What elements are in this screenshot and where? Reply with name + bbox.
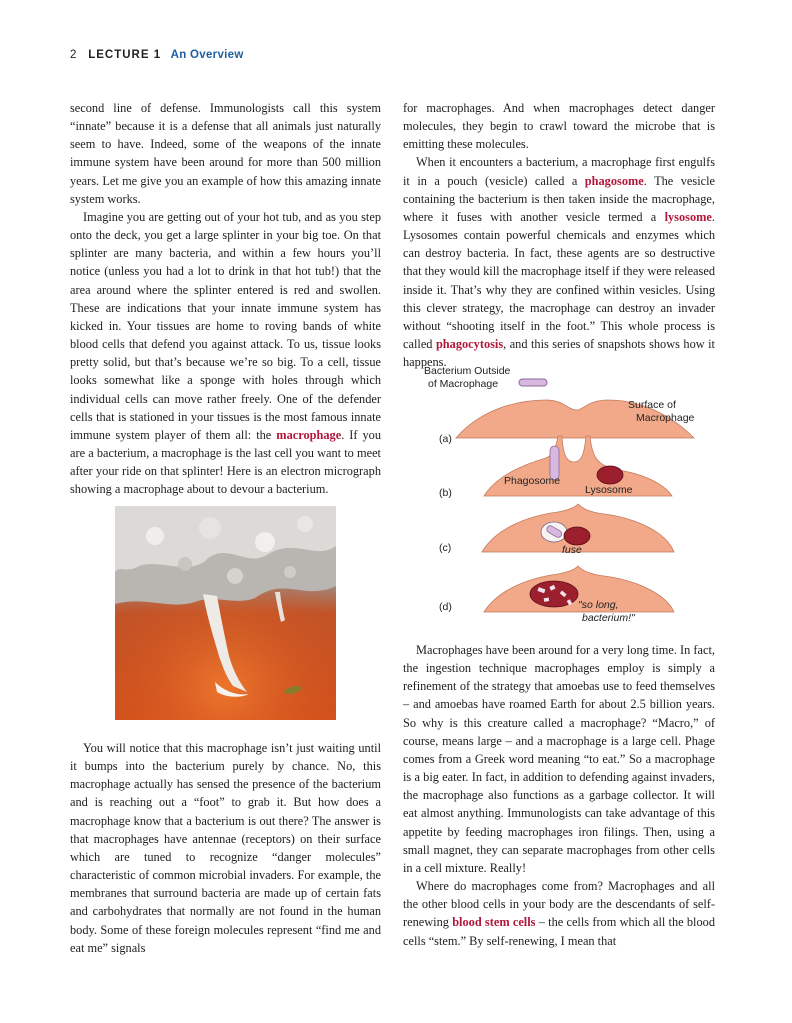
term-phagocytosis: phagocytosis bbox=[435, 337, 504, 352]
paragraph-text: . If you are a bacterium, a macrophage is the last cell you want to meet after your ride on that splinter! Here is an electron micrograph showing a macrophage about to devour a bacterium. bbox=[70, 427, 381, 497]
lysosome-vesicle bbox=[597, 466, 623, 484]
term-phagosome: phagosome bbox=[584, 173, 644, 188]
panel-c-label: (c) bbox=[439, 542, 452, 554]
paragraph-text: Where do macrophages come from? Macrophages and all the other blood cells in your body are the descendants of self-renewing bbox=[403, 879, 715, 930]
term-blood-stem-cells: blood stem cells bbox=[452, 915, 536, 930]
phagocytosis-diagram bbox=[418, 362, 710, 628]
paragraph-text: When it encounters a bacterium, a macrophage first engulfs it in a pouch (vesicle) called a bbox=[403, 155, 715, 188]
label-bacterium-outside-2: of Macrophage bbox=[428, 378, 499, 390]
paragraph-text: , and this series of snapshots shows how it happens. bbox=[403, 337, 715, 370]
label-phagosome: Phagosome bbox=[504, 475, 561, 487]
section-title: An Overview bbox=[170, 49, 244, 61]
label-surface-1: Surface of bbox=[628, 399, 676, 411]
paragraph bbox=[403, 877, 715, 950]
panel-a-label: (a) bbox=[439, 433, 452, 445]
label-bacterium-outside-1: Bacterium Outside bbox=[424, 365, 511, 377]
label-lysosome: Lysosome bbox=[585, 484, 633, 496]
paragraph: You will notice that this macrophage isn’t just waiting until it bumps into the bacterium purely by chance. No, this macrophage actually has sensed the presence of the bacterium and is reaching out a “foot” to grab it. But how does a macrophage know that a bacterium is out there? The answer is that macrophages have antennae (receptors) on their surface which are tuned to recognize “danger molecules” characteristic of common microbial invaders. For example, the membranes that surround bacteria are made up of certain fats and carbohydrates that normally are not found in the human body. Some of these foreign molecules represent “find me and eat me” signals bbox=[70, 741, 381, 955]
paragraph-text: . The vesicle containing the bacterium is then taken inside the macrophage, where it fuses with another vesicle termed a bbox=[403, 173, 716, 224]
page-number: 2 bbox=[70, 49, 77, 61]
free-bacterium bbox=[519, 379, 547, 386]
lysosome-vesicle-c bbox=[564, 527, 590, 545]
paragraph: for macrophages. And when macrophages detect danger molecules, they begin to crawl toward the microbe that is emitting these molecules. bbox=[403, 101, 715, 152]
label-so-long-2: bacterium!" bbox=[582, 612, 635, 624]
panel-d-label: (d) bbox=[439, 601, 452, 613]
label-surface-2: Macrophage bbox=[636, 412, 695, 424]
paragraph bbox=[70, 208, 381, 499]
right-column-top bbox=[403, 99, 715, 371]
macrophage-surface-b bbox=[484, 436, 672, 496]
paragraph-text: – the cells from which all the blood cells “stem.” By self-renewing, I mean that bbox=[403, 915, 715, 948]
term-macrophage: macrophage bbox=[276, 427, 342, 442]
panel-b-label: (b) bbox=[439, 487, 452, 499]
paragraph: Macrophages have been around for a very long time. In fact, the ingestion technique macrophages employ is simply a refinement of the strategy that amoebas use to feed themselves – and amoebas have roamed Earth for about 2.5 billion years. So why is this creature called a macrophage? “Macro,” of course, means large – and a macrophage is a large cell. Phage comes from a Greek word meaning “to eat.” So a macrophage is a big eater. In fact, in addition to defending against invaders, the macrophage also functions as a garbage collector. It will eat almost anything. Immunologists can take advantage of this appetite by feeding macrophages iron filings. Then, using a small magnet, they can separate macrophages from other cells in a cell mixture. Really! bbox=[403, 643, 715, 875]
left-column-top bbox=[70, 99, 381, 498]
paragraph: second line of defense. Immunologists call this system “innate” because it is a defense that all animals just naturally seem to have. Indeed, some of the weapons of the innate immune system have been around for more than 500 million years. Let me give you an example of how this amazing innate system works. bbox=[70, 101, 381, 206]
paragraph bbox=[403, 153, 715, 371]
macrophage-micrograph-image bbox=[115, 506, 336, 720]
right-column-bottom bbox=[403, 641, 715, 950]
label-so-long-1: "so long, bbox=[578, 599, 619, 611]
paragraph-text: . Lysosomes contain powerful chemicals and enzymes which can destroy bacteria. In fact, these agents are so destructive that they would kill the macrophage itself if they were released inside it. That’s why they are confined within vesicles. Using this clever strategy, the macrophage can destroy an invader without “shooting itself in the foot.” This whole process is called bbox=[403, 209, 715, 352]
lecture-label: LECTURE 1 bbox=[88, 49, 162, 61]
term-lysosome: lysosome bbox=[664, 209, 712, 224]
paragraph-text: Imagine you are getting out of your hot tub, and as you step onto the deck, you get a large splinter in your big toe. On that splinter are many bacteria, and within a few hours you’ll notice (unless you had a lot to drink in that hot tub!) that the area around where the splinter entered is red and swollen. These are indications that your innate immune system has kicked in. Your tissues are home to roving bands of white blood cells that defend you against attack. To us, tissue looks pretty solid, but that’s because we’re so big. To a cell, tissue looks somewhat like a sponge with holes through which individual cells can move rather freely. One of the defender cells that is stationed in your tissues is the most famous innate immune system player of them all: the bbox=[70, 209, 381, 442]
running-head bbox=[70, 49, 244, 61]
label-fuse: fuse bbox=[562, 544, 582, 556]
left-column-bottom bbox=[70, 739, 381, 957]
